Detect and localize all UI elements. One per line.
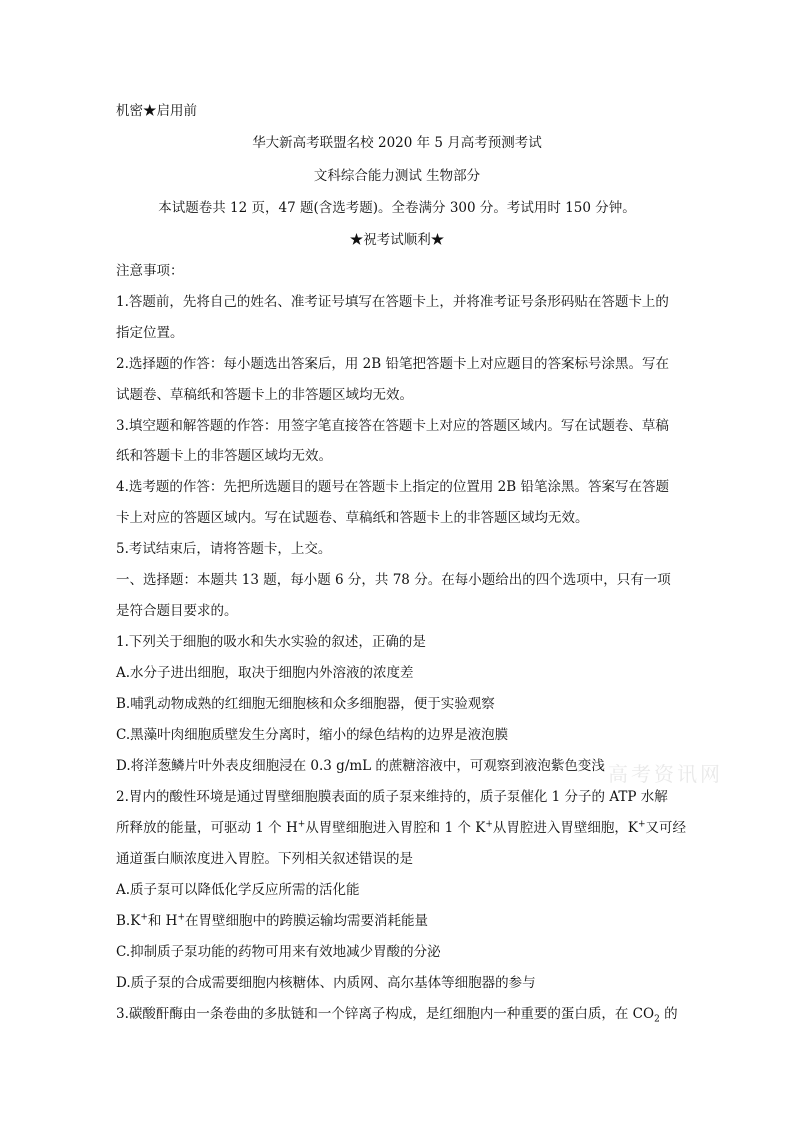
section-1-heading-line-2: 是符合题目要求的。: [116, 603, 238, 619]
q2b-part-1: B.K: [116, 913, 141, 929]
exam-subtitle: 文科综合能力测试 生物部分: [313, 168, 481, 184]
superscript-plus: +: [638, 819, 646, 830]
exam-info: 本试题卷共 12 页，47 题(含选考题)。全卷满分 300 分。考试用时 150 分钟。: [158, 200, 636, 216]
q2-text-part-3: 从胃腔进入胃壁细胞，K: [492, 820, 638, 836]
question-1-option-c: C.黑藻叶肉细胞质壁发生分离时，缩小的绿色结构的边界是液泡膜: [116, 727, 509, 743]
note-1-line-1: 1.答题前，先将自己的姓名、准考证号填写在答题卡上，并将准考证号条形码贴在答题卡上的: [116, 294, 669, 310]
question-2-option-c: C.抑制质子泵功能的药物可用来有效地减少胃酸的分泌: [116, 944, 441, 960]
question-2-option-b: [116, 911, 680, 931]
note-2-line-2: 试题卷、草稿纸和答题卡上的非答题区域均无效。: [116, 387, 413, 403]
question-2-stem-line-3: 通道蛋白顺浓度进入胃腔。下列相关叙述错误的是: [116, 851, 413, 867]
q3-part-1: 3.碳酸酐酶由一条卷曲的多肽链和一个锌离子构成，是红细胞内一种重要的蛋白质，在 CO: [116, 1006, 655, 1022]
subscript-2: 2: [654, 1014, 660, 1025]
q2b-part-2: 和 H: [147, 913, 178, 929]
question-2-stem-line-2: [116, 818, 687, 838]
question-2-option-d: D.质子泵的合成需要细胞内核糖体、内质网、高尔基体等细胞器的参与: [116, 975, 536, 991]
note-4-line-2: 卡上对应的答题区域内。写在试题卷、草稿纸和答题卡上的非答题区域均无效。: [116, 510, 589, 526]
note-4-line-1: 4.选考题的作答：先把所选题目的题号在答题卡上指定的位置用 2B 铅笔涂黑。答案写在答题: [116, 479, 669, 495]
question-1-option-d: D.将洋葱鳞片叶外表皮细胞浸在 0.3 g/mL 的蔗糖溶液中，可观察到液泡紫色变浅: [116, 758, 605, 774]
watermark: 高考资讯网: [608, 762, 723, 786]
q3-part-2: 的: [659, 1006, 678, 1022]
superscript-plus: +: [177, 912, 185, 923]
superscript-plus: +: [140, 912, 148, 923]
question-3-stem-line-1: [116, 1004, 680, 1024]
section-1-heading-line-1: 一、选择题：本题共 13 题，每小题 6 分，共 78 分。在每小题给出的四个选项中，只有一项: [116, 572, 671, 588]
question-1-option-b: B.哺乳动物成熟的红细胞无细胞核和众多细胞器，便于实验观察: [116, 696, 495, 712]
q2-text-part-4: 又可经: [645, 820, 687, 836]
classification-label: 机密★启用前: [116, 103, 197, 119]
good-luck-wish: ★祝考试顺利★: [349, 232, 445, 248]
exam-title: 华大新高考联盟名校 2020 年 5 月高考预测考试: [252, 135, 542, 151]
question-1-stem: 1.下列关于细胞的吸水和失水实验的叙述，正确的是: [116, 634, 426, 650]
question-1-option-a: A.水分子进出细胞，取决于细胞内外溶液的浓度差: [116, 665, 414, 681]
q2-text-part-1: 所释放的能量，可驱动 1 个 H: [116, 820, 298, 836]
note-3-line-2: 纸和答题卡上的非答题区域均无效。: [116, 448, 332, 464]
q2b-part-3: 在胃壁细胞中的跨膜运输均需要消耗能量: [184, 913, 428, 929]
note-3-line-1: 3.填空题和解答题的作答：用签字笔直接答在答题卡上对应的答题区域内。写在试题卷、草稿: [116, 418, 669, 434]
question-2-option-a: A.质子泵可以降低化学反应所需的活化能: [116, 882, 360, 898]
superscript-plus: +: [297, 819, 306, 830]
question-2-stem-line-1: 2.胃内的酸性环境是通过胃壁细胞膜表面的质子泵来维持的，质子泵催化 1 分子的 ATP 水解: [116, 789, 668, 805]
note-1-line-2: 指定位置。: [116, 325, 184, 341]
q2-text-part-2: 从胃壁细胞进入胃腔和 1 个 K: [305, 820, 486, 836]
note-2-line-1: 2.选择题的作答：每小题选出答案后，用 2B 铅笔把答题卡上对应题目的答案标号涂黑。写在: [116, 356, 669, 372]
superscript-plus: +: [485, 819, 493, 830]
notes-heading: 注意事项：: [116, 263, 184, 279]
note-5: 5.考试结束后，请将答题卡，上交。: [116, 541, 332, 557]
